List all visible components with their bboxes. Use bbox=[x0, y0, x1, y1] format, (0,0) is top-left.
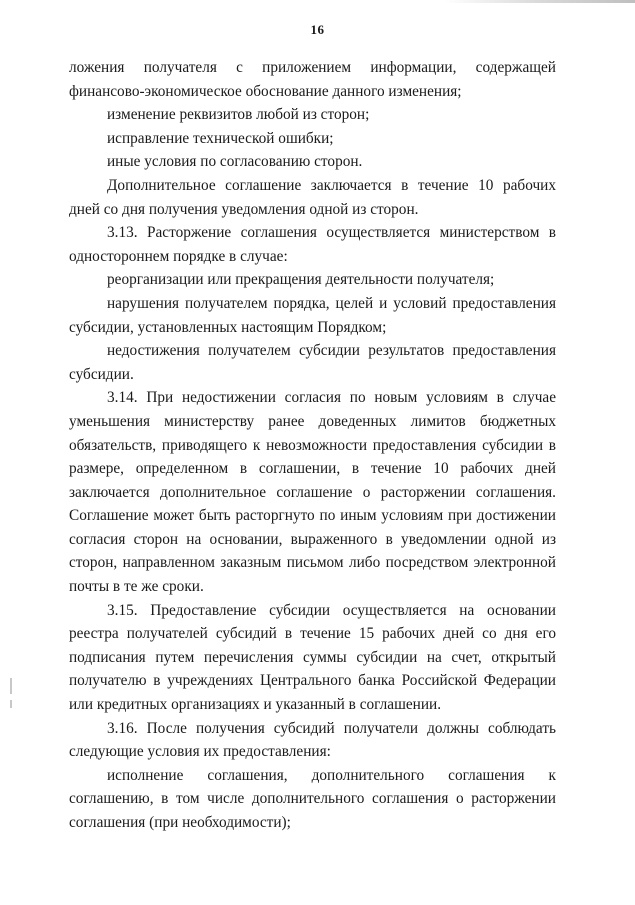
clause-3-15: 3.15. Предоставление субсидии осуществляется на основании реестра получателей субсидий в течение 15 рабочих дней со дня его подписания путем перечисления суммы субсидии на счет, открытый получателю в учреждениях Центрального банка Российской Федерации или кредитных организациях и указанный в соглашении. bbox=[69, 601, 556, 714]
clause-3-16: 3.16. После получения субсидий получатели должны соблюдать следующие условия их предоставления: bbox=[69, 719, 556, 761]
list-item-violation: нарушения получателем порядка, целей и условий предоставления субсидии, установленных настоящим Порядком; bbox=[69, 294, 556, 336]
paragraph-additional-agreement: Дополнительное соглашение заключается в течение 10 рабочих дней со дня получения уведомления одной из сторон. bbox=[69, 176, 556, 218]
list-item-reorganization: реорганизации или прекращения деятельности получателя; bbox=[107, 271, 495, 289]
scan-edge-shadow bbox=[0, 0, 635, 3]
list-item-non-achievement: недостижения получателем субсидии результатов предоставления субсидии. bbox=[69, 342, 556, 383]
list-item-change-details: изменение реквизитов любой из сторон; bbox=[107, 106, 370, 124]
list-item-other-conditions: иные условия по согласованию сторон. bbox=[107, 153, 363, 171]
list-item-fix-error: исправление технической ошибки; bbox=[107, 129, 334, 147]
document-body bbox=[69, 56, 556, 835]
page-number: 16 bbox=[310, 22, 325, 37]
scan-margin-mark bbox=[10, 700, 12, 708]
clause-3-13: 3.13. Расторжение соглашения осуществляется министерством в одностороннем порядке в случае: bbox=[69, 224, 556, 265]
scan-margin-mark bbox=[10, 678, 12, 694]
list-item-execution: исполнение соглашения, дополнительного соглашения к соглашению, в том числе дополнительного соглашения о расторжении соглашения (при необходимости); bbox=[69, 766, 556, 831]
clause-3-14: 3.14. При недостижении согласия по новым условиям в случае уменьшения министерству ранее доведенных лимитов бюджетных обязательств, приводящего к невозможности предоставления субсидии в размере, определенном в соглашении, в течение 10 рабочих дней заключается дополнительное соглашение о расторжении соглашения. Соглашение может быть расторгнуто по иным условиям при достижении согласия сторон на основании, выраженного в уведомлении одной из сторон, направленном заказным письмом либо посредством электронной почты в те же сроки. bbox=[69, 389, 556, 596]
paragraph-continuation: ложения получателя с приложением информации, содержащей финансово-экономическое обоснование данного изменения; bbox=[69, 59, 556, 100]
